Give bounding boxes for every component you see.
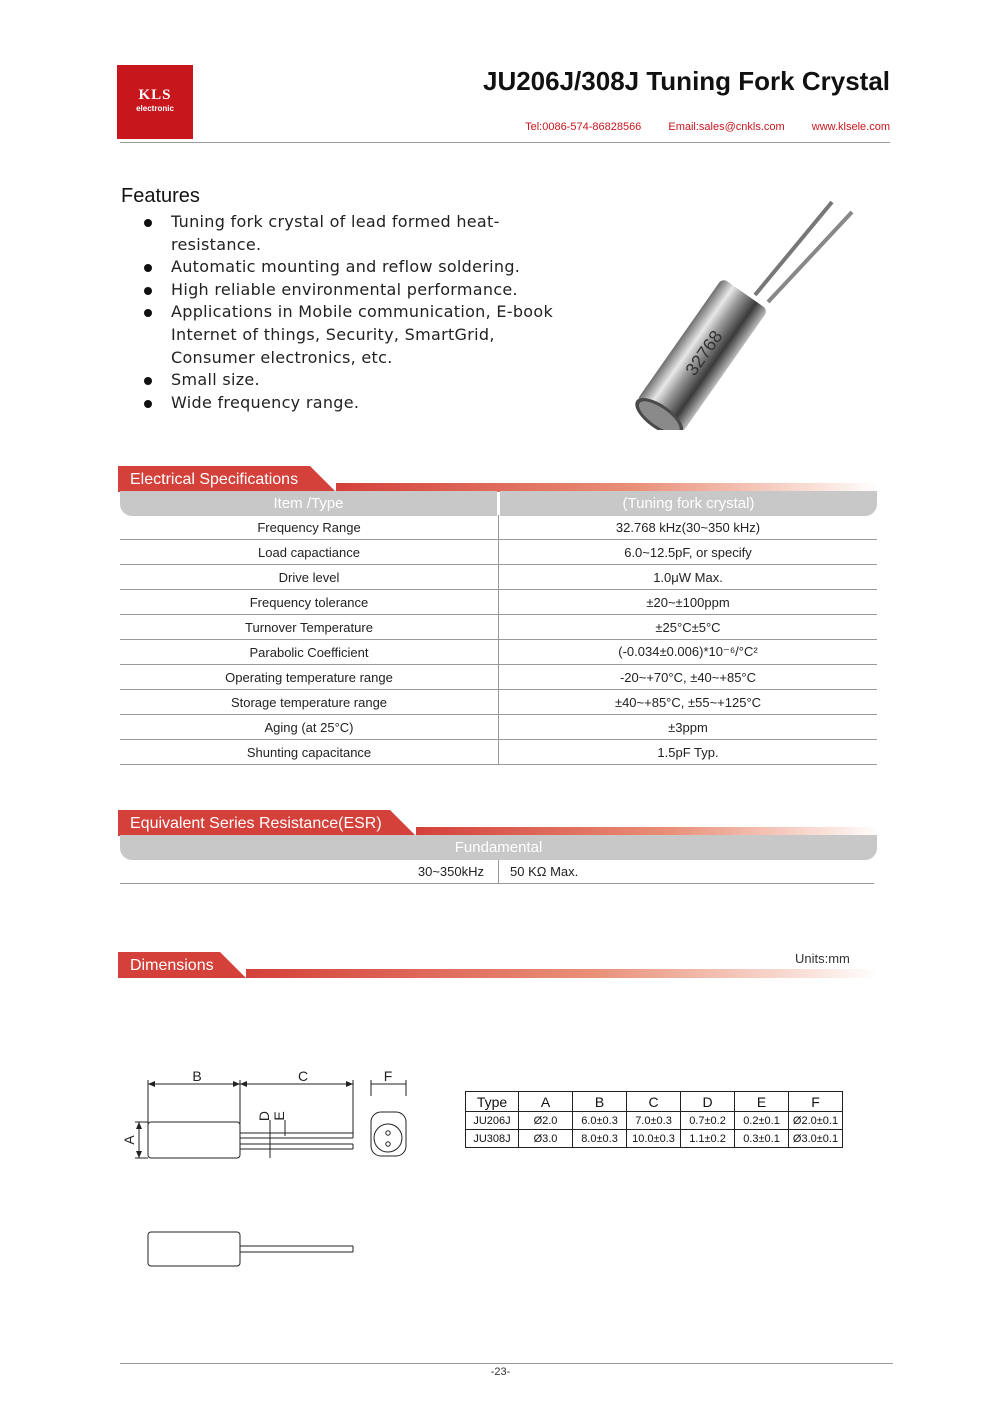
contact-line <box>501 121 890 133</box>
electrical-table-header <box>120 491 877 516</box>
page-title: JU206J/308J Tuning Fork Crystal <box>482 66 890 96</box>
section-underline <box>246 969 878 978</box>
email-address[interactable]: Email:sales@cnkls.com <box>668 121 785 133</box>
header-divider <box>120 142 890 143</box>
units-label: Units:mm <box>795 951 850 966</box>
column-header: D <box>681 1092 735 1112</box>
section-title: Dimensions <box>118 952 220 978</box>
spec-item: Frequency Range <box>120 515 499 540</box>
dim-label-a: A <box>121 1135 137 1145</box>
spec-value: 32.768 kHz(30~350 kHz) <box>499 515 878 540</box>
column-header: Type <box>466 1092 519 1112</box>
table-row <box>120 515 877 540</box>
feature-item: High reliable environmental performance. <box>142 279 572 302</box>
table-cell: JU308J <box>466 1130 519 1148</box>
table-header-row <box>466 1092 843 1112</box>
crystal-marking: 32768 <box>681 326 727 380</box>
spec-value: 1.5pF Typ. <box>499 740 878 765</box>
table-cell: Ø2.0 <box>519 1112 573 1130</box>
logo-subtext: electronic <box>136 104 174 113</box>
table-cell: 0.3±0.1 <box>735 1130 789 1148</box>
features-list <box>142 211 572 414</box>
spec-item: Load capactiance <box>120 540 499 565</box>
table-cell: 6.0±0.3 <box>573 1112 627 1130</box>
company-logo <box>117 65 193 139</box>
spec-value: ±20~±100ppm <box>499 590 878 615</box>
dim-label-d: D <box>256 1110 272 1122</box>
table-cell: 0.7±0.2 <box>681 1112 735 1130</box>
spec-item: Operating temperature range <box>120 665 499 690</box>
table-cell: 10.0±0.3 <box>627 1130 681 1148</box>
phone-number: Tel:0086-574-86828566 <box>525 121 642 133</box>
spec-value: -20~+70°C, ±40~+85°C <box>499 665 878 690</box>
feature-item: Automatic mounting and reflow soldering. <box>142 256 572 279</box>
table-row <box>120 590 877 615</box>
esr-row <box>120 860 874 884</box>
section-header-esr <box>118 810 878 836</box>
spec-value: ±25°C±5°C <box>499 615 878 640</box>
spec-value: ±40~+85°C, ±55~+125°C <box>499 690 878 715</box>
spec-item: Aging (at 25°C) <box>120 715 499 740</box>
column-header: A <box>519 1092 573 1112</box>
table-row <box>120 640 877 665</box>
feature-item: Tuning fork crystal of lead formed heat-resistance. <box>142 211 572 256</box>
feature-item: Wide frequency range. <box>142 392 572 415</box>
features-heading: Features <box>121 185 200 207</box>
column-header: B <box>573 1092 627 1112</box>
spec-value: 6.0~12.5pF, or specify <box>499 540 878 565</box>
feature-item: Small size. <box>142 369 572 392</box>
footer-divider <box>120 1363 893 1364</box>
table-row <box>120 565 877 590</box>
table-row <box>120 690 877 715</box>
section-title: Electrical Specifications <box>118 466 310 492</box>
dimensions-table <box>465 1091 843 1148</box>
table-cell: 8.0±0.3 <box>573 1130 627 1148</box>
table-cell: Ø2.0±0.1 <box>789 1112 843 1130</box>
dim-label-b: B <box>192 1068 202 1084</box>
spec-value: ±3ppm <box>499 715 878 740</box>
spec-item: Frequency tolerance <box>120 590 499 615</box>
column-header: E <box>735 1092 789 1112</box>
dim-label-e: E <box>271 1111 287 1121</box>
table-cell: JU206J <box>466 1112 519 1130</box>
dim-label-f: F <box>383 1068 393 1084</box>
spec-item: Shunting capacitance <box>120 740 499 765</box>
table-cell: 1.1±0.2 <box>681 1130 735 1148</box>
website-link[interactable]: www.klsele.com <box>811 121 890 133</box>
feature-item: Applications in Mobile communication, E-book Internet of things, Security, SmartGrid, Consumer electronics, etc. <box>142 301 572 369</box>
dim-label-c: C <box>297 1068 309 1084</box>
table-row <box>466 1112 843 1130</box>
section-header-dimensions <box>118 952 878 978</box>
crystal-product-image <box>620 190 870 430</box>
table-row <box>466 1130 843 1148</box>
spec-item: Parabolic Coefficient <box>120 640 499 665</box>
table-cell: Ø3.0±0.1 <box>789 1130 843 1148</box>
table-cell: Ø3.0 <box>519 1130 573 1148</box>
page-number: -23- <box>490 1366 511 1378</box>
column-header: F <box>789 1092 843 1112</box>
electrical-spec-table <box>120 515 877 765</box>
table-row <box>120 740 877 765</box>
column-header: C <box>627 1092 681 1112</box>
spec-value: 1.0μW Max. <box>499 565 878 590</box>
table-cell: 0.2±0.1 <box>735 1112 789 1130</box>
column-header-type: (Tuning fork crystal) <box>500 491 877 516</box>
spec-item: Storage temperature range <box>120 690 499 715</box>
table-row <box>120 540 877 565</box>
esr-value: 50 KΩ Max. <box>510 864 579 879</box>
spec-value: (-0.034±0.006)*10⁻⁶/°C² <box>499 640 878 665</box>
esr-frequency-range: 30~350kHz <box>417 864 484 879</box>
section-title: Equivalent Series Resistance(ESR) <box>118 810 390 836</box>
table-row <box>120 665 877 690</box>
table-row <box>120 715 877 740</box>
dimension-drawing <box>115 1060 425 1300</box>
column-header-item: Item /Type <box>120 491 497 516</box>
section-header-electrical <box>118 466 878 492</box>
esr-header-bar: Fundamental <box>120 835 877 860</box>
esr-divider <box>498 860 499 883</box>
spec-item: Drive level <box>120 565 499 590</box>
table-row <box>120 615 877 640</box>
spec-item: Turnover Temperature <box>120 615 499 640</box>
logo-text: KLS <box>138 87 172 103</box>
table-cell: 7.0±0.3 <box>627 1112 681 1130</box>
